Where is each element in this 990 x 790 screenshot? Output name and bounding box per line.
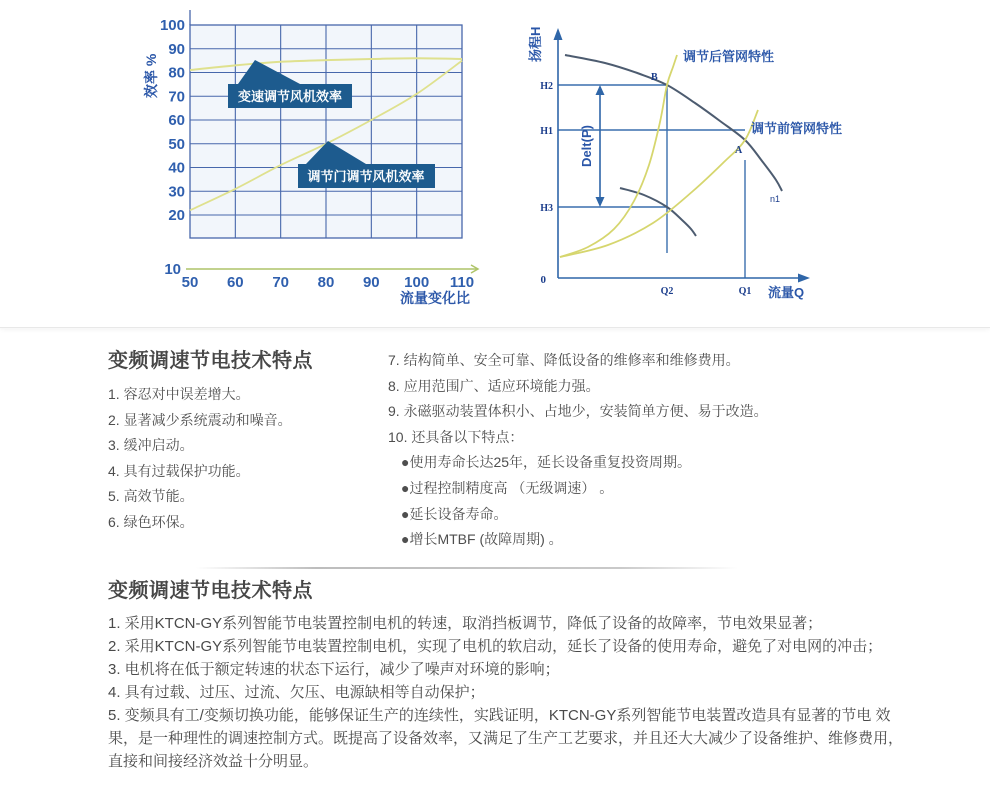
feature-item: 6. 绿色环保。 <box>108 513 194 530</box>
description-item: 2. 采用KTCN-GY系列智能节电装置控制电机，实现了电机的软启动，延长了设备的使用寿命，避免了对电网的冲击； <box>108 638 883 655</box>
x-tick-label: 100 <box>404 274 430 291</box>
bullet-item: ●延长设备寿命。 <box>401 505 508 522</box>
section1-left-column <box>108 344 398 536</box>
x-axis-title: 流量Q <box>768 285 805 300</box>
section-divider <box>196 567 738 569</box>
q-label: Q2 <box>660 286 674 297</box>
y-tick-label: 70 <box>168 88 185 106</box>
x-tick-label: 70 <box>272 274 290 291</box>
y-axis-title: 效率 % <box>143 53 159 98</box>
series-label: 变速调节风机效率 <box>237 89 343 104</box>
description-item: 4. 具有过载、过压、过流、欠压、电源缺相等自动保护； <box>108 684 485 701</box>
section1-left-list <box>108 382 398 536</box>
y-tick-label: 20 <box>168 207 185 224</box>
pump-curve-n2 <box>620 188 696 236</box>
h-label: H3 <box>540 203 553 214</box>
y-tick-label: 30 <box>168 183 185 201</box>
h-label: H1 <box>540 126 553 137</box>
pump-head-flow-chart <box>520 10 870 310</box>
feature-item: 3. 缓冲启动。 <box>108 437 194 454</box>
q-label: Q1 <box>738 286 752 297</box>
section1-right-list <box>388 348 928 450</box>
feature-item: 7. 结构简单、安全可靠、降低设备的维修率和维修费用。 <box>388 352 740 368</box>
x-tick-label: 60 <box>226 274 244 291</box>
description-item: 3. 电机将在低于额定转速的状态下运行，减少了噪声对环境的影响； <box>108 661 560 678</box>
feature-item: 1. 容忍对中误差增大。 <box>108 386 250 402</box>
x-tick-label: 110 <box>449 274 475 291</box>
feature-item: 9. 永磁驱动装置体积小、占地少，安装简单方便、易于改造。 <box>388 403 768 420</box>
point-label: B <box>651 72 658 83</box>
y-origin-label: 10 <box>164 261 181 278</box>
section2-heading: 变频调速节电技术特点 <box>108 580 313 602</box>
description-item: 1. 采用KTCN-GY系列智能节电装置控制电机的转速，取消挡板调节，降低了设备的故障率，节电效果显著； <box>108 615 823 632</box>
bullet-item: ●使用寿命长达25年，延长设备重复投资周期。 <box>401 454 692 471</box>
section2-list <box>108 612 910 773</box>
feature-item: 4. 具有过载保护功能。 <box>108 462 250 479</box>
series-label: 调节门调节风机效率 <box>307 169 425 184</box>
y-tick-label: 40 <box>168 159 185 177</box>
y-tick-label: 90 <box>168 40 185 58</box>
section1-right-column <box>388 348 928 553</box>
section1-bullet-list <box>388 450 928 552</box>
fan-efficiency-chart <box>140 10 500 310</box>
feature-item: 5. 高效节能。 <box>108 488 194 505</box>
section1-heading: 变频调速节电技术特点 <box>108 350 313 372</box>
y-tick-label: 80 <box>168 64 185 82</box>
y-tick-label: 50 <box>168 135 185 153</box>
feature-item: 2. 显著减少系统震动和噪音。 <box>108 411 292 428</box>
y-tick-label: 60 <box>168 112 185 129</box>
bullet-item: ●增长MTBF (故障周期) 。 <box>401 531 563 548</box>
feature-item: 8. 应用范围广、适应环境能力强。 <box>388 377 600 394</box>
charts-panel <box>0 0 990 328</box>
section2 <box>108 574 910 773</box>
curve-label: 调节后管网特性 <box>683 49 775 64</box>
y-tick-label: 100 <box>159 17 185 34</box>
y-axis-title: 扬程H <box>528 26 543 62</box>
pump-curve-n1 <box>565 55 782 191</box>
h-label: H2 <box>540 81 553 92</box>
point-label: A <box>735 145 743 156</box>
delta-label: Delt(P) <box>579 125 594 167</box>
x-tick-label: 90 <box>362 274 380 291</box>
x-tick-label: 50 <box>181 274 199 291</box>
feature-item: 10. 还具备以下特点： <box>388 428 524 445</box>
description-item: 5. 变频具有工/变频切换功能，能够保证生产的连续性，实践证明，KTCN-GY系列智能节电装置改造具有显著的节电 效果，是一种理性的调速控制方式。既提高了设备效率，又满足了生产工艺要求，并且还大大减少了设备维护、维修费用，直接和间接经济效益十分明显。 <box>108 707 904 770</box>
curve-label: 调节前管网特性 <box>751 121 843 136</box>
origin-label: 0 <box>540 274 546 286</box>
x-axis-title: 流量变化比 <box>400 290 470 306</box>
bullet-item: ●过程控制精度高 （无级调速） 。 <box>401 479 614 496</box>
curve-label: n1 <box>770 194 781 204</box>
x-tick-label: 80 <box>317 274 335 291</box>
